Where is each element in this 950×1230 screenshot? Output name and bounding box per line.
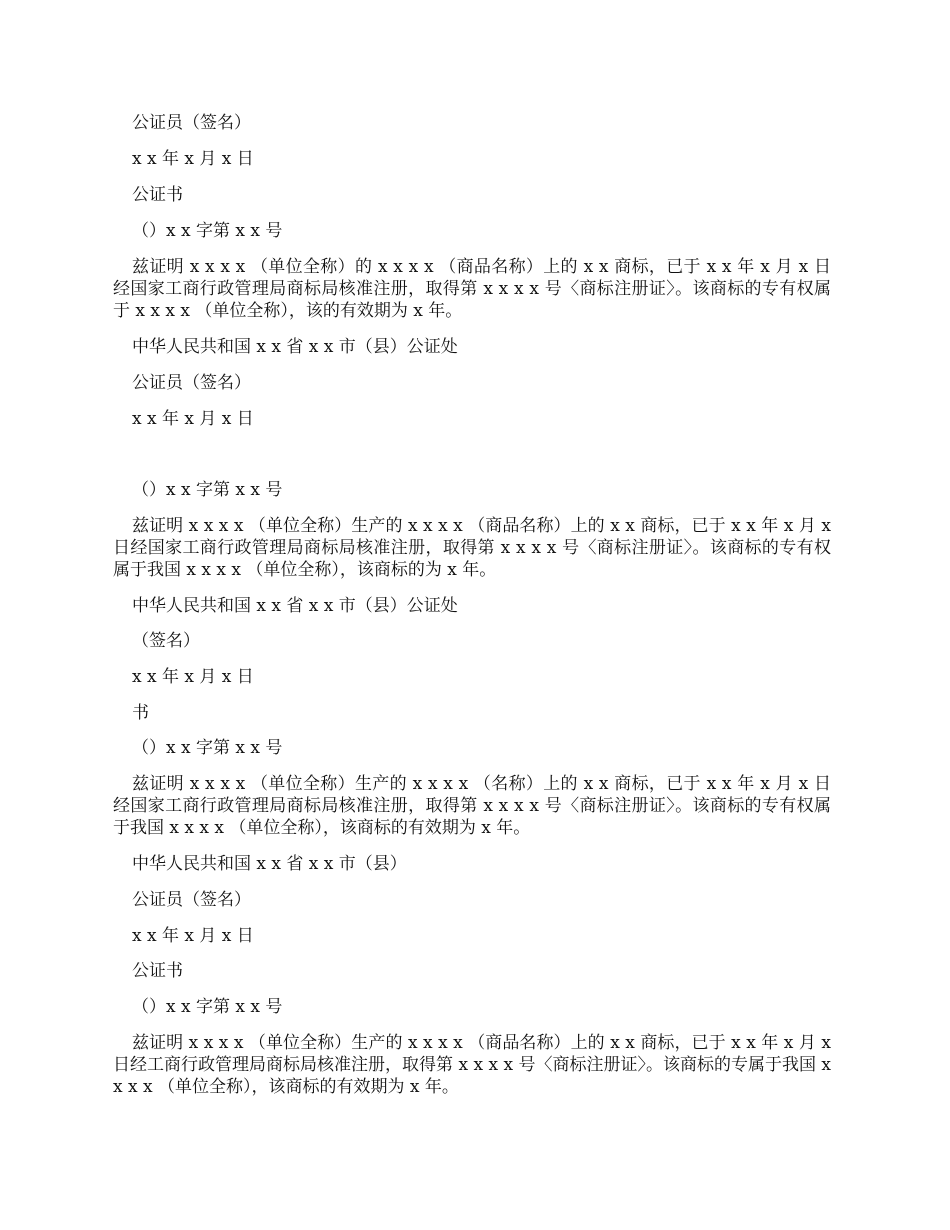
date-line: x x 年 x 月 x 日 xyxy=(132,667,254,687)
document-title: 公证书 xyxy=(132,185,183,205)
notary-office-line: 中华人民共和国 x x 省 x x 市（县）公证处 xyxy=(132,337,458,357)
certification-paragraph: 兹证明 x x x x （单位全称）生产的 x x x x （商品名称）上的 x x 商标，已于 x x 年 x 月 x 日经国家工商行政管理局商标局核准注册，取得第 x x x x 号〈商标注册证〉。该商标的专有权属于我国 x x x x （单位全称），该商标的为 x 年。 xyxy=(113,516,831,580)
certification-paragraph: 兹证明 x x x x （单位全称）的 x x x x （商品名称）上的 x x 商标，已于 x x 年 x 月 x 日经国家工商行政管理局商标局核准注册，取得第 x x x x 号〈商标注册证〉。该商标的专有权属于 x x x x （单位全称），该的有效期为 x 年。 xyxy=(113,257,831,321)
document-number: （）x x 字第 x x 号 xyxy=(132,221,283,241)
document-number: （）x x 字第 x x 号 xyxy=(132,738,283,758)
date-line: x x 年 x 月 x 日 xyxy=(132,926,254,946)
certification-paragraph: 兹证明 x x x x （单位全称）生产的 x x x x （商品名称）上的 x x 商标，已于 x x 年 x 月 x 日经工商行政管理局商标局核准注册，取得第 x x x x 号〈商标注册证〉。该商标的专属于我国 x x x x （单位全称），该商标的有效期为 x 年。 xyxy=(113,1033,831,1097)
notary-signature-line: 公证员（签名） xyxy=(132,113,251,133)
document-title: 公证书 xyxy=(132,961,183,981)
document-title: 书 xyxy=(132,703,149,723)
certification-paragraph: 兹证明 x x x x （单位全称）生产的 x x x x （名称）上的 x x 商标，已于 x x 年 x 月 x 日经国家工商行政管理局商标局核准注册，取得第 x x x x 号〈商标注册证〉。该商标的专有权属于我国 x x x x （单位全称），该商标的有效期为 x 年。 xyxy=(113,774,831,838)
signature-line: （签名） xyxy=(132,631,200,651)
notary-office-line: 中华人民共和国 x x 省 x x 市（县） xyxy=(132,854,407,874)
notary-office-line: 中华人民共和国 x x 省 x x 市（县）公证处 xyxy=(132,596,458,616)
date-line: x x 年 x 月 x 日 xyxy=(132,149,254,169)
document-number: （）x x 字第 x x 号 xyxy=(132,997,283,1017)
document-number: （）x x 字第 x x 号 xyxy=(132,480,283,500)
date-line: x x 年 x 月 x 日 xyxy=(132,409,254,429)
notary-signature-line: 公证员（签名） xyxy=(132,373,251,393)
notary-signature-line: 公证员（签名） xyxy=(132,890,251,910)
